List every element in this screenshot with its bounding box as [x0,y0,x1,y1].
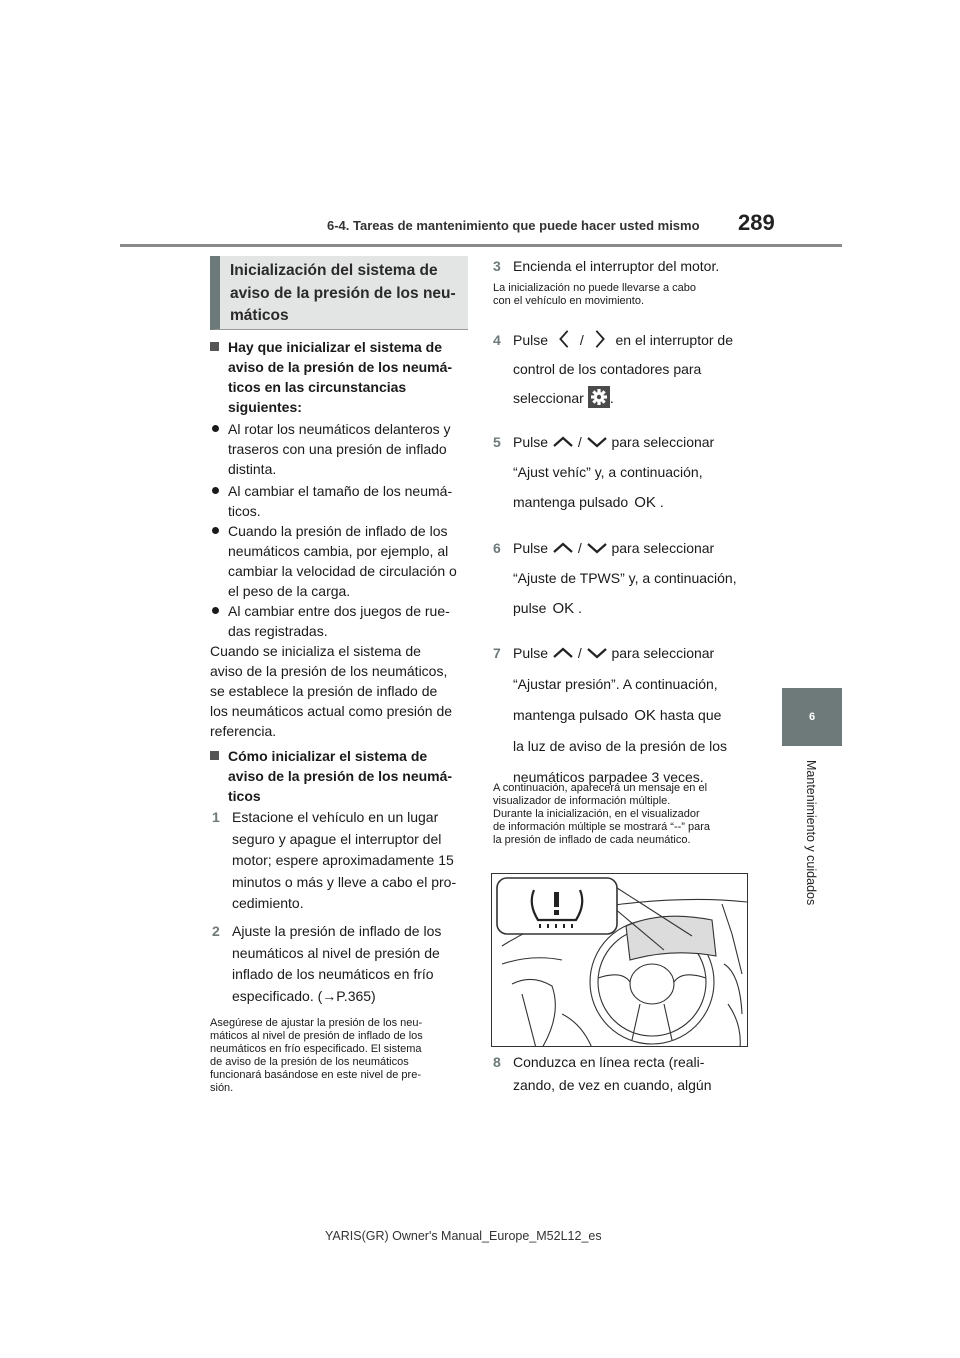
ok-button-symbol: OK [552,600,575,617]
square-bullet-icon [210,342,219,351]
step-number: 6 [493,540,501,556]
bullet-item: Cuando la presión de inflado de los neumáticos cambia, por ejemplo, al cambiar la velocidad de circulación o el peso de la carga. [212,521,488,601]
chapter-number: 6 [808,711,816,723]
cockpit-drawing [492,874,748,1047]
step-number: 1 [212,809,220,825]
step-7: 7 Pulse / para seleccionar “Ajustar presión”. A continuación, mantenga pulsado OK hasta que la luz de aviso de la presión de los neumáticos parpadee 3 veces. [493,638,783,793]
subheading-how: Cómo inicializar el sistema de aviso de la presión de los neumá- ticos [210,746,452,806]
step-1: 1 Estacione el vehículo en un lugar seguro y apague el interruptor del motor; espere aproximadamente 15 minutos o más y lleve a cabo el pro- cedimiento. [212,809,457,911]
chapter-title: Mantenimiento y cuidados [804,760,818,906]
chevron-up-icon [552,647,574,659]
chevron-down-icon [586,436,608,448]
chevron-left-icon [558,329,570,349]
step-2: 2 Ajuste la presión de inflado de los neumáticos al nivel de presión de inflado de los neumáticos en frío especificado. (→P.365) [212,923,442,1004]
step-2-note: Asegúrese de ajustar la presión de los neu- máticos al nivel de presión de inflado de los neumáticos en frío especificado. El sistema de aviso de la presión de los neumáticos funcionará basándose en este nivel de pre- sión. [210,1017,423,1094]
chevron-up-icon [552,542,574,554]
ok-button-symbol: OK [634,494,656,511]
chevron-up-icon [552,436,574,448]
ok-button-symbol: OK [634,707,656,724]
chevron-right-icon [594,329,606,349]
bullet-item: Al rotar los neumáticos delanteros y traseros con una presión de inflado distinta. [212,419,488,479]
step-3: 3 Encienda el interruptor del motor. [493,256,783,278]
intro-paragraph: Cuando se inicializa el sistema de aviso de la presión de los neumáticos, se establece la presión de inflado de los neumáticos actual como presión de referencia. [210,643,453,739]
bullet-dot-icon [212,487,219,494]
step-number: 2 [212,923,220,939]
bullet-dot-icon [212,607,219,614]
bullet-dot-icon [212,527,219,534]
chevron-down-icon [586,542,608,554]
topic-title-line: Inicialización del sistema de [230,262,438,279]
header-rule [120,244,842,247]
topic-title-line: máticos [230,307,289,324]
chapter-tab[interactable] [782,688,842,746]
bullet-item: Al cambiar entre dos juegos de rue- das registradas. [212,601,488,641]
section-title: 6-4. Tareas de mantenimiento que puede hacer usted mismo [327,218,700,233]
step-number: 5 [493,434,501,450]
step-number: 4 [493,332,501,348]
dashboard-illustration [491,873,748,1047]
chevron-down-icon [586,647,608,659]
step-6: 6 Pulse / para seleccionar “Ajuste de TPWS” y, a continuación, pulse OK . [493,533,783,624]
topic-title-box [210,256,468,330]
bullet-dot-icon [212,425,219,432]
manual-footer: YARIS(GR) Owner's Manual_Europe_M52L12_es [325,1229,602,1243]
step-7-note: A continuación, aparecerá un mensaje en el visualizador de información múltiple. Durante la inicialización, en el visualizador de información múltiple se mostrará “--” para la presión de inflado de cada neumático. [493,782,711,846]
square-bullet-icon [210,751,219,760]
step-number: 7 [493,645,501,661]
step-number: 8 [493,1054,501,1070]
topic-title-line: aviso de la presión de los neu- [230,284,456,302]
bullet-item: Al cambiar el tamaño de los neumá- ticos. [212,481,488,521]
step-3-note: La inicialización no puede llevarse a cabo con el vehículo en movimiento. [493,282,697,307]
step-number: 3 [493,258,501,274]
gear-icon [588,386,610,408]
step-4: 4 Pulse / en el interruptor de control de los contadores para seleccionar . [493,326,783,413]
step-8: 8 Conduzca en línea recta (reali- zando, de vez en cuando, algún [493,1051,783,1097]
subheading-when: Hay que inicializar el sistema de aviso de la presión de los neumá- ticos en las circunstancias siguientes: [210,337,452,417]
page-number: 289 [738,210,775,235]
step-5: 5 Pulse / para seleccionar “Ajust vehíc” y, a continuación, mantenga pulsado OK . [493,427,783,518]
